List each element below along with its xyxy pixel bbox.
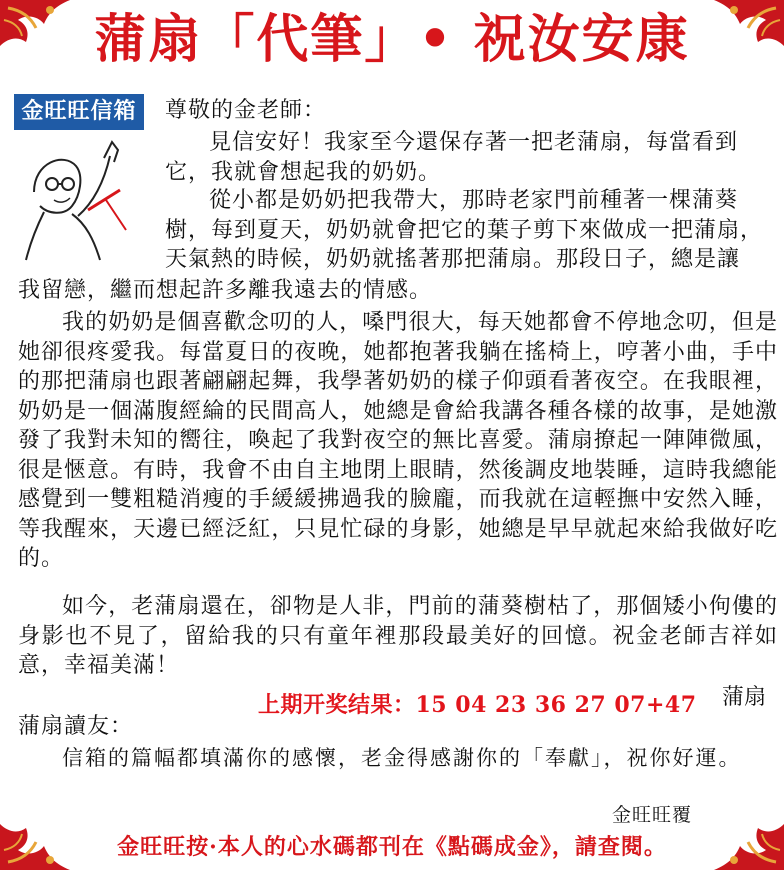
page-title: 蒲扇「代筆」• 祝汝安康 xyxy=(94,9,690,70)
letter-paragraph-2-continued: 我留戀，繼而想起許多離我遠去的情感。 xyxy=(18,278,433,303)
column-badge: 金旺旺信箱 xyxy=(14,94,144,130)
letter-salutation: 尊敬的金老師： xyxy=(165,98,327,123)
reply-salutation: 蒲扇讀友： xyxy=(18,714,134,739)
letter-paragraph-2: 從小都是奶奶把我帶大，那時老家門前種著一棵蒲葵樹，每到夏天，奶奶就會把它的葉子剪下來做成一把蒲扇，天氣熱的時候，奶奶就搖著那把蒲扇。那段日子，總是讓 xyxy=(165,188,764,272)
letter-paragraph-3: 我的奶奶是個喜歡念叨的人，嗓門很大，每天她都會不停地念叨，但是她卻很疼愛我。每當夏日的夜晚，她都抱著我躺在搖椅上，哼著小曲，手中的那把蒲扇也跟著翩翩起舞，我學著奶奶的樣子仰頭看著夜空。在我眼裡，奶奶是一個滿腹經綸的民間高人，她總是會給我講各種各樣的故事，是她激發了我對未知的嚮往，喚起了我對夜空的無比喜愛。蒲扇撩起一陣陣微風，很是愜意。有時，我會不由自主地閉上眼睛，然後調皮地裝睡，這時我總能感覺到一雙粗糙消瘦的手緩緩拂過我的臉龐，而我就在這輕撫中安然入睡，等我醒來，天邊已經泛紅，只見忙碌的身影，她總是早早就起來給我做好吃的。 xyxy=(18,310,778,571)
reply-body: 信箱的篇幅都填滿你的感懷，老金得感謝你的「奉獻」，祝你好運。 xyxy=(62,746,742,770)
lottery-results: 上期开奖结果：15 04 23 36 27 07+47 xyxy=(258,692,697,718)
letter-signature: 蒲扇 xyxy=(722,685,767,710)
letter-paragraph-1: 見信安好！我家至今還保存著一把老蒲扇，每當看到它，我就會想起我的奶奶。 xyxy=(165,130,739,185)
portrait-sketch-icon xyxy=(14,132,154,262)
footer-note: 金旺旺按·本人的心水碼都刊在《點碼成金》，請查閱。 xyxy=(117,834,667,860)
reply-signature: 金旺旺覆 xyxy=(612,804,693,826)
letter-paragraph-4: 如今，老蒲扇還在，卻物是人非，門前的蒲葵樹枯了，那個矮小佝僂的身影也不見了，留給我的只有童年裡那段最美好的回憶。祝金老師吉祥如意，幸福美滿！ xyxy=(18,594,778,678)
